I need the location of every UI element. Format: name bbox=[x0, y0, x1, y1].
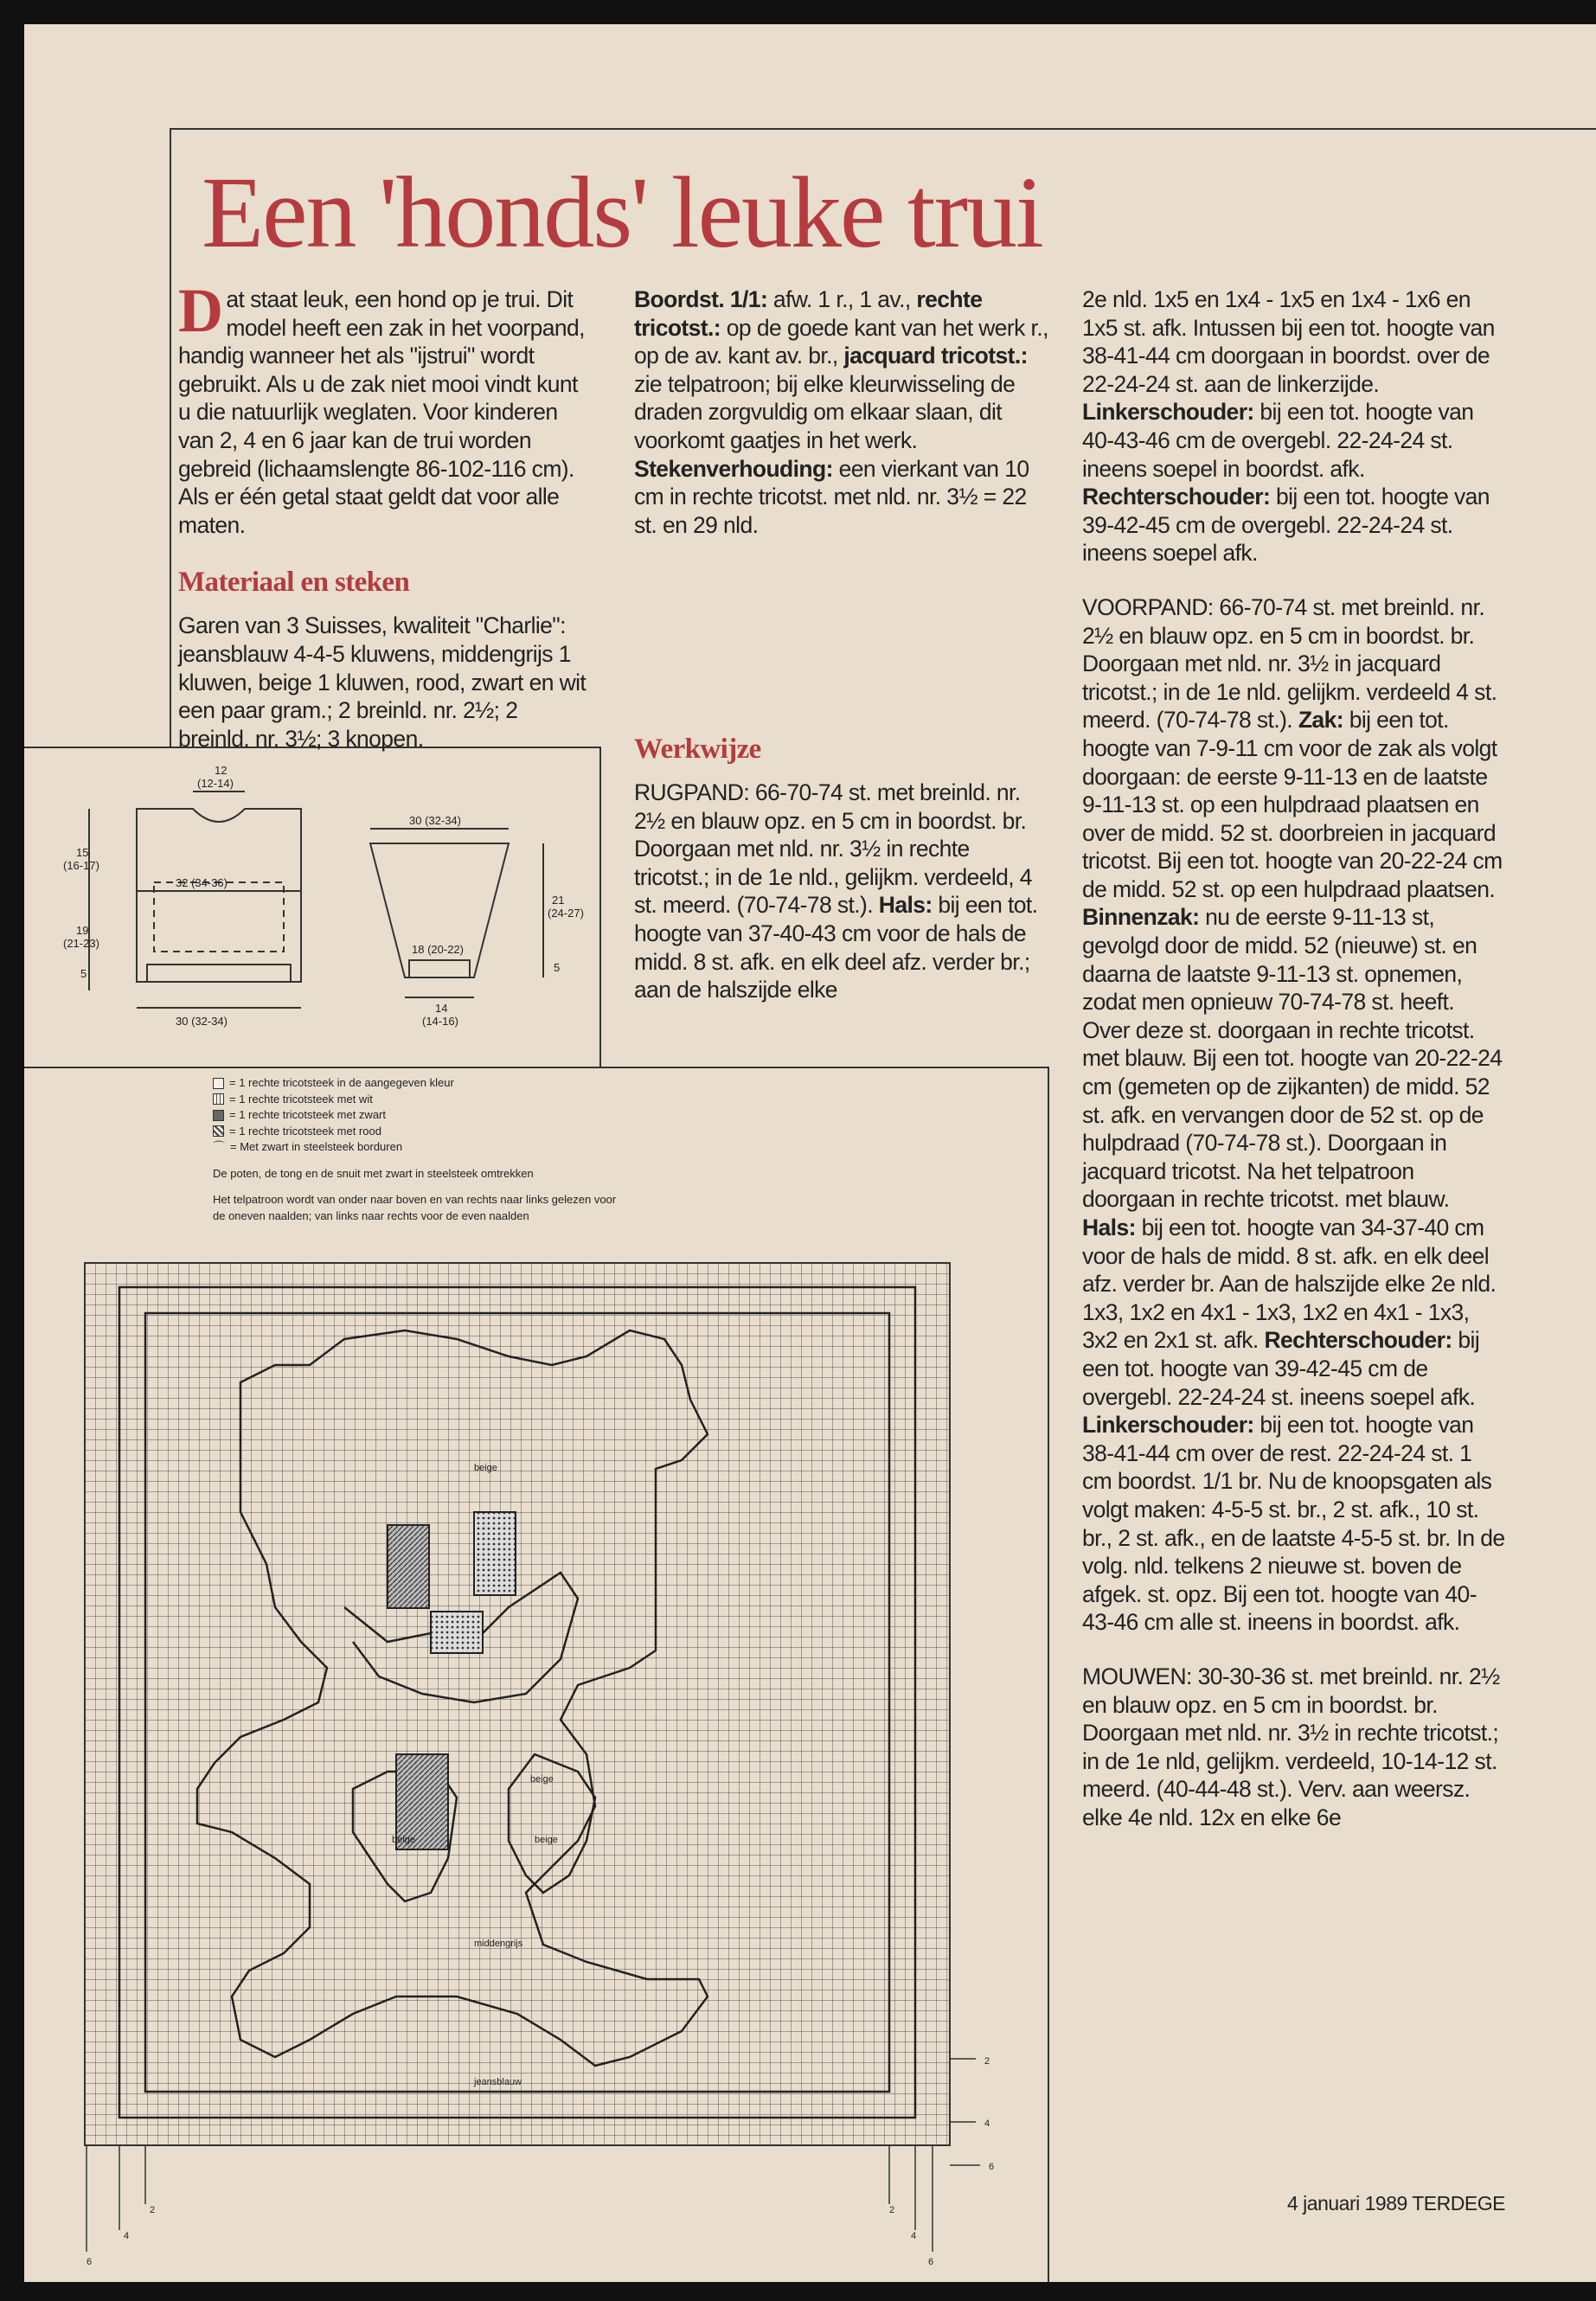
dog-nose bbox=[431, 1612, 483, 1653]
chart-rule-right bbox=[1048, 1067, 1049, 2282]
garment-schematic bbox=[24, 748, 599, 1067]
dim-label: (21-23) bbox=[63, 937, 99, 950]
chart-label-beige: beige bbox=[530, 1774, 554, 1785]
chart-legend bbox=[213, 1075, 616, 1224]
dim-label: (14-16) bbox=[422, 1015, 458, 1028]
werkwijze-heading: Werkwijze bbox=[634, 734, 761, 765]
schematic-rule-right bbox=[599, 747, 601, 1067]
stem-stitch-icon: ⌒ bbox=[213, 1140, 225, 1154]
size-mark: 6 bbox=[928, 2257, 934, 2267]
legend-note: Het telpatroon wordt van onder naar boven en van rechts naar links gelezen voor bbox=[213, 1193, 617, 1206]
chart-rule-top bbox=[24, 1067, 1049, 1068]
dim-label: 19 bbox=[76, 924, 89, 937]
legend-row: = 1 rechte tricotsteek met zwart bbox=[213, 1107, 616, 1124]
rugpand-text: RUGPAND: 66-70-74 st. met breinld. nr. 2½ en blauw opz. en 5 cm in boordst. br. Doorgaan met nld. nr. 3½ in rechte tricotst.; in de 1e nld., gelijkm. verdeeld, 4 st. meerd. (70-74-78 st.). Hals: bij een tot. hoogte van 37-40-43 cm voor de hals de midd. 8 st. afk. en elk deel afz. verder br.; aan de halszijde elke bbox=[634, 779, 1038, 1003]
size-mark: 4 bbox=[984, 2118, 990, 2129]
sleeve-outline bbox=[370, 843, 509, 977]
body-outline bbox=[137, 809, 301, 982]
dim-label: (24-27) bbox=[548, 907, 584, 920]
dim-label: 30 (32-34) bbox=[176, 1015, 228, 1028]
dim-label: 15 bbox=[76, 846, 89, 859]
legend-note: De poten, de tong en de snuit met zwart in steelsteek omtrekken bbox=[213, 1166, 534, 1180]
materials-continued: Boordst. 1/1: afw. 1 r., 1 av., rechte tricotst.: op de goede kant van het werk r., op de av. kant av. br., jacquard tricotst.: zie telpatroon; bij elke kleurwisseling de draden zorgvuldig om elkaar slaan, dit voorkomt gaatjes in het werk. Stekenverhouding: een vierkant van 10 cm in rechte tricotst. met nld. nr. 3½ = 22 st. en 29 nld. bbox=[634, 286, 1048, 538]
body-rib bbox=[147, 965, 291, 982]
dim-label: (16-17) bbox=[63, 859, 99, 872]
size-mark: 4 bbox=[911, 2231, 917, 2241]
legend-note: de oneven naalden; van links naar rechts voor de even naalden bbox=[213, 1208, 529, 1222]
chart-label-beige: beige bbox=[392, 1835, 415, 1845]
magazine-page bbox=[24, 24, 1596, 2282]
sleeve-rib bbox=[409, 960, 470, 977]
dim-label: 32 (34-36) bbox=[176, 876, 228, 889]
chart-label-jeansblauw: jeansblauw bbox=[474, 2077, 522, 2087]
column-3 bbox=[1082, 285, 1506, 1831]
size-mark: 2 bbox=[984, 2056, 990, 2067]
voorpand-text: VOORPAND: 66-70-74 st. met breinld. nr. 2½ en blauw opz. en 5 cm in boordst. br. Doorgaan met nld. nr. 3½ in jacquard tricotst.; in de 1e nld. gelijkm. verdeeld 4 st. meerd. (70-74-78 st.). Zak: bij een tot. hoogte van 7-9-11 cm voor de zak als volgt doorgaan: de eerste 9-11-13 en de laatste 9-11-13 st. op een hulpdraad plaatsen en over de midd. 52 st. doorbreien in jacquard tricotst. Bij een tot. hoogte van 20-22-24 cm de midd. 52 st. op een hulpdraad plaatsen. Binnenzak: nu de eerste 9-11-13 st, gevolgd door de midd. 52 (nieuwe) st. en daarna de laatste 9-11-13 st. opnemen, zodat men opnieuw 70-74-78 st. heeft. Over deze st. doorgaan in rechte tricotst. met blauw. Bij een tot. hoogte van 20-22-24 cm (gemeten op de zijkanten) de midd. 52 st. afk. en vervangen door de 52 st. op de hulpdraad (70-74-78 st.). Doorgaan in jacquard tricotst. Na het telpatroon doorgaan in rechte tricotst. met blauw. Hals: bij een tot. hoogte van 34-37-40 cm voor de hals de midd. 8 st. afk. en elk deel afz. verder br. Aan de halszijde elke 2e nld. 1x3, 1x2 en 4x1 - 1x3, 1x2 en 4x1 - 1x3, 3x2 en 2x1 st. afk. Rechterschouder: bij een tot. hoogte van 39-42-45 cm de overgebl. 22-24-24 st. ineens soepel afk. Linkerschouder: bij een tot. hoogte van 38-41-44 cm over de rest. 22-24-24 st. 1 cm boordst. 1/1 br. Nu de knoopsgaten als volgt maken: 4-5-5 st. br., 2 st. afk., 10 st. br., 2 st. afk., en de laatste 4-5-5 st. br. In de volg. nld. telkens 2 nieuwe st. boven de afgek. st. opz. Bij een tot. hoogte van 40-43-46 cm alle st. ineens in boordst. afk. bbox=[1082, 593, 1505, 1636]
mouwen-text: MOUWEN: 30-30-36 st. met breinld. nr. 2½ en blauw opz. en 5 cm in boordst. br. Doorgaan met nld. nr. 3½ in rechte tricotst.; in de 1e nld, gelijkm. verdeeld, 10-14-12 st. meerd. (40-44-48 st.). Verv. aan weersz. elke 4e nld. 12x en elke 6e bbox=[1082, 1663, 1500, 1830]
dim-label: 12 bbox=[215, 764, 228, 777]
legend-row: = 1 rechte tricotsteek met wit bbox=[213, 1092, 616, 1108]
rugpand-continued: 2e nld. 1x5 en 1x4 - 1x5 en 1x4 - 1x6 en 1x5 st. afk. Intussen bij een tot. hoogte van 38-41-44 cm doorgaan in boordst. over de 22-24-24 st. aan de linkerzijde. Linkerschouder: bij een tot. hoogte van 40-43-46 cm de overgebl. 22-24-24 st. ineens soepel in boordst. afk. Rechterschouder: bij een tot. hoogte van 39-42-45 cm de overgebl. 22-24-24 st. ineens soepel afk. bbox=[1082, 286, 1495, 567]
drop-cap: D bbox=[178, 276, 223, 345]
column-2 bbox=[634, 285, 1049, 770]
dog-eye-right bbox=[474, 1512, 516, 1595]
materials-text: Garen van 3 Suisses, kwaliteit "Charlie": jeansblauw 4-4-5 kluwens, middengrijs 1 kluwen, beige 1 kluwen, rood, zwart en wit een paar gram.; 2 breinld. nr. 2½; 2 breinld. nr. 3½; 3 knopen. bbox=[178, 612, 586, 752]
legend-row: ⌒ = Met zwart in steelsteek borduren bbox=[213, 1140, 403, 1154]
pocket-outline bbox=[154, 882, 284, 952]
dim-label: 18 (20-22) bbox=[412, 943, 464, 956]
dim-label: 5 bbox=[554, 961, 561, 974]
title-rule-top bbox=[170, 128, 1596, 130]
size-mark: 6 bbox=[989, 2162, 995, 2172]
chart-label-beige: beige bbox=[535, 1835, 558, 1845]
red-stitch-icon bbox=[213, 1125, 224, 1137]
white-stitch-icon bbox=[213, 1093, 224, 1105]
dim-label: (12-14) bbox=[197, 777, 234, 790]
materials-heading: Materiaal en steken bbox=[178, 567, 410, 599]
size-mark: 2 bbox=[889, 2205, 895, 2215]
dog-eye-left bbox=[388, 1525, 429, 1608]
dim-label: 5 bbox=[80, 967, 87, 980]
dim-label: 30 (32-34) bbox=[409, 814, 461, 827]
column-2-werkwijze bbox=[634, 732, 1049, 1004]
size-mark: 4 bbox=[124, 2231, 130, 2241]
plain-square-icon bbox=[213, 1078, 224, 1089]
size-mark: 2 bbox=[150, 2205, 156, 2215]
page-footer: 4 januari 1989 TERDEGE bbox=[1287, 2192, 1505, 2214]
dim-label: 21 bbox=[552, 894, 565, 907]
size-mark: 6 bbox=[87, 2257, 93, 2267]
column-1 bbox=[178, 276, 592, 752]
title-rule-left bbox=[170, 128, 171, 747]
knitting-chart bbox=[24, 1235, 1048, 2282]
page-title: Een 'honds' leuke trui bbox=[202, 156, 1042, 269]
black-stitch-icon bbox=[213, 1110, 224, 1121]
chart-label-middengrijs: middengrijs bbox=[474, 1939, 523, 1949]
legend-row: = 1 rechte tricotsteek in de aangegeven kleur bbox=[213, 1075, 616, 1092]
dim-label: 14 bbox=[435, 1002, 448, 1015]
intro-paragraph: Dat staat leuk, een hond op je trui. Dit model heeft een zak in het voorpand, handig wanneer het als "ijstrui" wordt gebruikt. Als u de zak niet mooi vindt kunt u die natuurlijk weglaten. Voor kinderen van 2, 4 en 6 jaar kan de trui worden gebreid (lichaamslengte 86-102-116 cm). Als er één getal staat geldt dat voor alle maten. bbox=[178, 276, 585, 538]
chart-label-beige: beige bbox=[474, 1463, 497, 1473]
legend-row: = 1 rechte tricotsteek met rood bbox=[213, 1124, 616, 1140]
